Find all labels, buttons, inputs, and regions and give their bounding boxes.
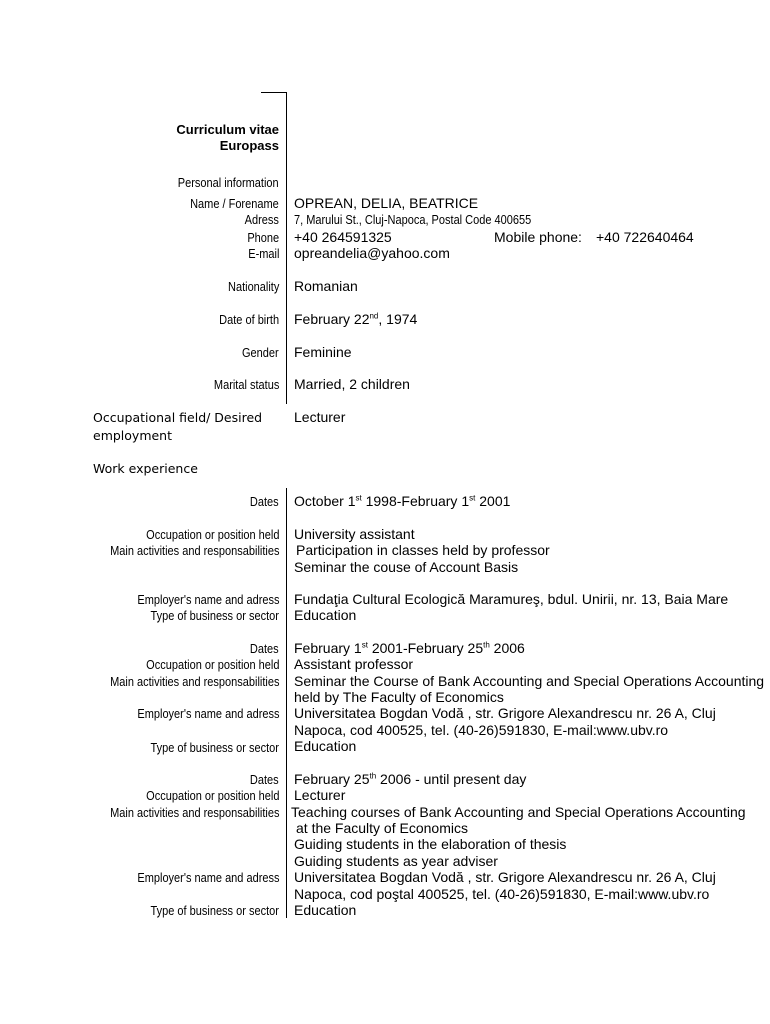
column-divider-top <box>286 92 287 404</box>
job3-occupation-value: Lecturer <box>294 787 346 803</box>
job2-business-label: Type of business or sector <box>150 741 279 755</box>
job2-employer-line1: Universitatea Bogdan Vodă , str. Grigore Alexandrescu nr. 26 A, Cluj <box>294 705 716 721</box>
phone-label: Phone <box>247 231 279 245</box>
phone-value: +40 264591325 <box>294 229 392 245</box>
dob-value: February 22nd, 1974 <box>294 311 418 327</box>
occupational-label-line1: Occupational field/ Desired <box>93 410 263 425</box>
job3-activity-4: Guiding students as year adviser <box>294 853 498 869</box>
job2-activity-2: held by The Faculty of Economics <box>294 689 504 705</box>
job3-dates-label: Dates <box>250 773 279 787</box>
job2-dates-value: February 1st 2001-February 25th 2006 <box>294 640 525 656</box>
job3-employer-label: Employer's name and adress <box>136 871 279 885</box>
column-divider-bottom <box>286 488 287 918</box>
nationality-label: Nationality <box>227 280 279 294</box>
gender-value: Feminine <box>294 344 352 360</box>
job3-business-label: Type of business or sector <box>150 904 279 918</box>
cv-subtitle: Europass <box>219 138 279 153</box>
job1-activity-1: Participation in classes held by professor <box>296 542 550 558</box>
job3-employer-line2: Napoca, cod poştal 400525, tel. (40-26)591830, E-mail:www.ubv.ro <box>294 886 710 902</box>
job1-employer-label: Employer's name and adress <box>136 593 279 607</box>
email-value: opreandelia@yahoo.com <box>294 245 450 261</box>
job3-dates-value: February 25th 2006 - until present day <box>294 771 527 787</box>
job1-occupation-label: Occupation or position held <box>145 528 279 542</box>
job2-occupation-label: Occupation or position held <box>145 658 279 672</box>
dob-label: Date of birth <box>219 313 279 327</box>
header-rule <box>261 92 287 93</box>
job2-activities-label: Main activities and responsabilities <box>109 675 279 689</box>
job2-dates-label: Dates <box>250 642 279 656</box>
address-label: Adress <box>244 213 279 227</box>
job2-occupation-value: Assistant professor <box>294 656 414 672</box>
address-value: 7, Marului St., Cluj-Napoca, Postal Code 400655 <box>294 213 532 227</box>
job1-activity-2: Seminar the couse of Account Basis <box>294 559 519 575</box>
gender-label: Gender <box>242 346 279 360</box>
job2-employer-label: Employer's name and adress <box>136 707 279 721</box>
job3-employer-line1: Universitatea Bogdan Vodă , str. Grigore Alexandrescu nr. 26 A, Cluj <box>294 869 716 885</box>
job1-business-label: Type of business or sector <box>150 609 279 623</box>
occupational-value: Lecturer <box>294 409 346 425</box>
job3-business-value: Education <box>294 902 357 918</box>
occupational-label-line2: employment <box>93 428 173 443</box>
job2-employer-line2: Napoca, cod 400525, tel. (40-26)591830, E-mail:www.ubv.ro <box>294 722 669 738</box>
mobile-value: +40 722640464 <box>596 229 694 245</box>
job3-occupation-label: Occupation or position held <box>145 789 279 803</box>
job1-activities-label: Main activities and responsabilities <box>109 544 279 558</box>
email-label: E-mail <box>247 247 279 261</box>
mobile-label: Mobile phone: <box>494 229 582 245</box>
job3-activity-1: Teaching courses of Bank Accounting and Special Operations Accounting <box>291 804 746 820</box>
job1-business-value: Education <box>294 607 357 623</box>
name-label: Name / Forename <box>190 197 279 211</box>
personal-info-heading: Personal information <box>178 176 279 190</box>
job3-activity-2: at the Faculty of Economics <box>296 820 468 836</box>
name-value: OPREAN, DELIA, BEATRICE <box>294 195 479 211</box>
job2-activity-1: Seminar the Course of Bank Accounting and Special Operations Accounting <box>294 673 765 689</box>
job1-dates-label: Dates <box>250 495 279 509</box>
job1-dates-value: October 1st 1998-February 1st 2001 <box>294 493 511 509</box>
cv-title: Curriculum vitae <box>176 122 279 137</box>
work-experience-heading: Work experience <box>93 461 198 476</box>
job3-activity-3: Guiding students in the elaboration of thesis <box>294 836 567 852</box>
marital-value: Married, 2 children <box>294 376 410 392</box>
job1-employer-value: Fundaţia Cultural Ecologică Maramureş, bdul. Unirii, nr. 13, Baia Mare <box>294 591 729 607</box>
job1-occupation-value: University assistant <box>294 526 415 542</box>
job2-business-value: Education <box>294 738 357 754</box>
marital-label: Marital status <box>213 378 279 392</box>
nationality-value: Romanian <box>294 278 358 294</box>
job3-activities-label: Main activities and responsabilities <box>109 806 279 820</box>
